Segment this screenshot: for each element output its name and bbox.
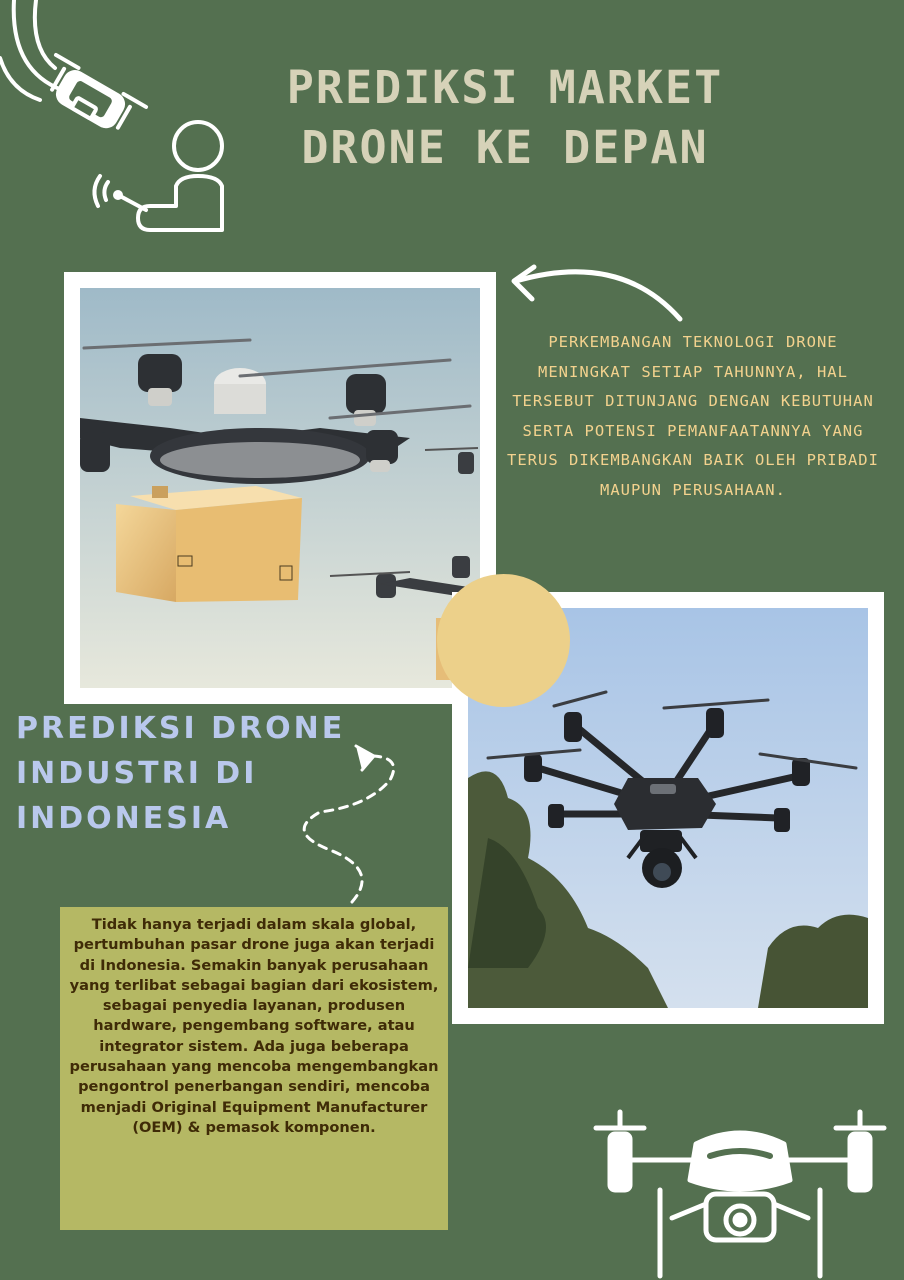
curved-arrow-icon	[500, 255, 700, 335]
page-title-line-1: PREDIKSI MARKET	[286, 61, 724, 114]
page-title	[265, 58, 745, 178]
intro-text: PERKEMBANGAN TEKNOLOGI DRONE MENINGKAT SETIAP TAHUNNYA, HAL TERSEBUT DITUNJANG DENGAN KEBUTUHAN SERTA POTENSI PEMANFAATANNYA YANG TERUS DIKEMBANGKAN BAIK OLEH PRIBADI MAUPUN PERUSAHAAN.	[507, 333, 879, 499]
delivery-drone-photo	[80, 288, 480, 688]
section-title-line-1: PREDIKSI DRONE	[16, 711, 346, 746]
section-body-text: Tidak hanya terjadi dalam skala global, pertumbuhan pasar drone juga akan terjadi di Indonesia. Semakin banyak perusahaan yang terlibat sebagai bagian dari ekosistem, sebagai penyedia layanan, produsen hardware, pengembang software, atau integrator sistem. Ada juga beberapa perusahaan yang mencoba mengembangkan pengontrol penerbangan sendiri, mencoba menjadi Original Equipment Manufacturer (OEM) & pemasok komponen.	[69, 916, 439, 1136]
decor-circle	[437, 574, 570, 707]
section-title-line-2: INDUSTRI DI	[16, 756, 258, 791]
dashed-arrow-icon	[290, 740, 410, 910]
page-title-line-2: DRONE KE DEPAN	[301, 121, 709, 174]
section-body-box	[60, 907, 448, 1230]
section-title-line-3: INDONESIA	[16, 801, 232, 836]
drone-icon	[590, 1108, 890, 1280]
drone-pilot-icon	[0, 0, 240, 240]
